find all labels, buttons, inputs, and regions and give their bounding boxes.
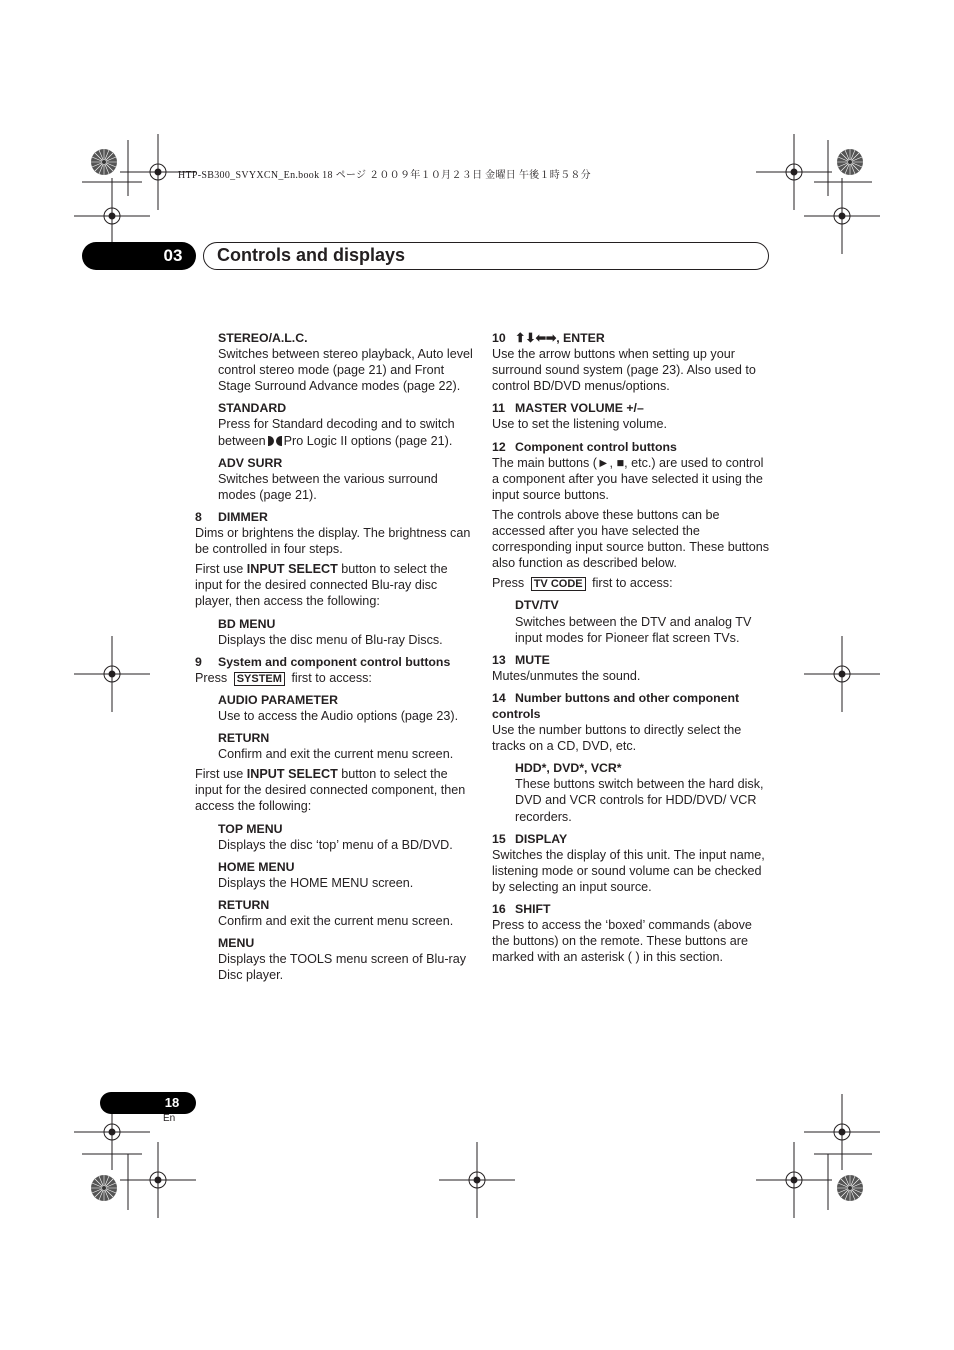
crop-target-icon [804,178,880,254]
item-heading: DTV/TV [515,598,559,613]
section-heading: 9 System and component control buttons [195,654,451,669]
section-heading: 15 DISPLAY [492,831,568,846]
chapter-title: Controls and displays [217,245,406,265]
item-heading: RETURN [218,731,270,746]
section-heading: 16 SHIFT [492,902,551,916]
tv-code-key-label: TV CODE [531,577,586,591]
section-heading: 12 Component control buttons [492,439,677,454]
item-text: Confirm and exit the current menu screen. [218,747,454,762]
section-text: First use INPUT SELECT button to select the input for the desired connected component, then access the following: [195,767,466,814]
crop-target-icon [74,636,150,712]
crop-target-icon [756,1142,832,1218]
right-column [492,330,772,965]
item-heading: TOP MENU [218,821,283,836]
item-text: Displays the HOME MENU screen. [218,875,414,890]
item-text: Switches between the DTV and analog TV input modes for Pioneer flat screen TVs. [515,614,752,645]
item-text: Displays the disc menu of Blu-ray Discs. [218,632,443,647]
section-text: Use to set the listening volume. [492,417,668,432]
section-text: Press SYSTEM first to access: [195,670,372,685]
item-heading: AUDIO PARAMETER [218,692,339,707]
section-text: First use INPUT SELECT button to select the input for the desired connected Blu-ray disc player, then access the following: [195,562,448,609]
section-text: Use the arrow buttons when setting up your surround sound system (page 23). Also used to control BD/DVD menus/options. [492,347,756,394]
section-text: The controls above these buttons can be accessed after you have selected the corresponding input source button. These buttons also function as described below. [492,507,770,571]
registration-starburst-icon [91,149,117,175]
section-text: Press to access the ‘boxed’ commands (above the buttons) on the remote. These buttons are marked with an asterisk ( ) in this section. [492,918,752,965]
section-text: Dims or brightens the display. The brightness can be controlled in four steps. [195,526,471,557]
item-text: Switches between stereo playback, Auto level control stereo mode (page 21) and Front Stage Surround Advance modes (page 22). [218,347,473,394]
item-heading: STEREO/A.L.C. [218,331,308,345]
item-text: Confirm and exit the current menu screen. [218,914,454,928]
item-heading: MENU [218,936,255,951]
crop-target-icon [804,1094,880,1170]
item-text: Displays the TOOLS menu screen of Blu-ray Disc player. [218,952,467,983]
page-language: En [163,1113,176,1124]
arrow-keys-icon: ⬆⬇⬅➡ [515,331,557,345]
item-heading: RETURN [218,897,270,912]
crop-target-icon [120,1142,196,1218]
item-heading: STANDARD [218,401,287,416]
item-text: Use to access the Audio options (page 23). [218,708,459,723]
item-text: Press for Standard decoding and to switch between Pro Logic II options (page 21). [218,417,455,448]
section-heading: 13 MUTE [492,652,550,667]
crop-target-icon [756,134,832,210]
item-heading: HDD*, DVD*, VCR* [515,761,622,776]
item-text: Displays the disc ‘top’ menu of a BD/DVD. [218,837,453,852]
system-key-label: SYSTEM [234,672,285,686]
section-text: Press TV CODE first to access: [492,576,673,591]
left-column [195,330,475,983]
section-heading: 10 ⬆⬇⬅➡, ENTER [492,331,605,345]
section-heading: 8 DIMMER [195,509,268,524]
crop-target-icon [804,636,880,712]
print-header: HTP-SB300_SVYXCN_En.book 18 ページ ２００９年１０月２３日 金曜日 午後１時５８分 [178,170,591,181]
section-text: Use the number buttons to directly select the tracks on a CD, DVD, etc. [492,723,742,754]
dolby-logo-icon [268,436,282,446]
registration-starburst-icon [91,1175,117,1201]
section-text: Switches the display of this unit. The input name, listening mode or sound volume can be checked by selecting an input source. [492,847,765,894]
item-heading: ADV SURR [218,455,283,470]
section-text: Mutes/unmutes the sound. [492,668,641,683]
item-text: Switches between the various surround modes (page 21). [218,471,438,502]
item-heading: HOME MENU [218,859,295,874]
page-number: 18 [164,1095,180,1110]
registration-starburst-icon [837,1175,863,1201]
item-heading: BD MENU [218,616,276,631]
registration-starburst-icon [837,149,863,175]
item-text: These buttons switch between the hard disk, DVD and VCR controls for HDD/DVD/ VCR recorders. [515,777,764,824]
crop-target-icon [439,1142,515,1218]
section-heading: 14 Number buttons and other component controls [492,690,740,721]
section-heading: 11 MASTER VOLUME +/– [492,401,644,416]
chapter-number: 03 [163,246,183,265]
section-text: The main buttons (►, ■, etc.) are used to control a component after you have selected it using the input source buttons. [492,455,764,502]
